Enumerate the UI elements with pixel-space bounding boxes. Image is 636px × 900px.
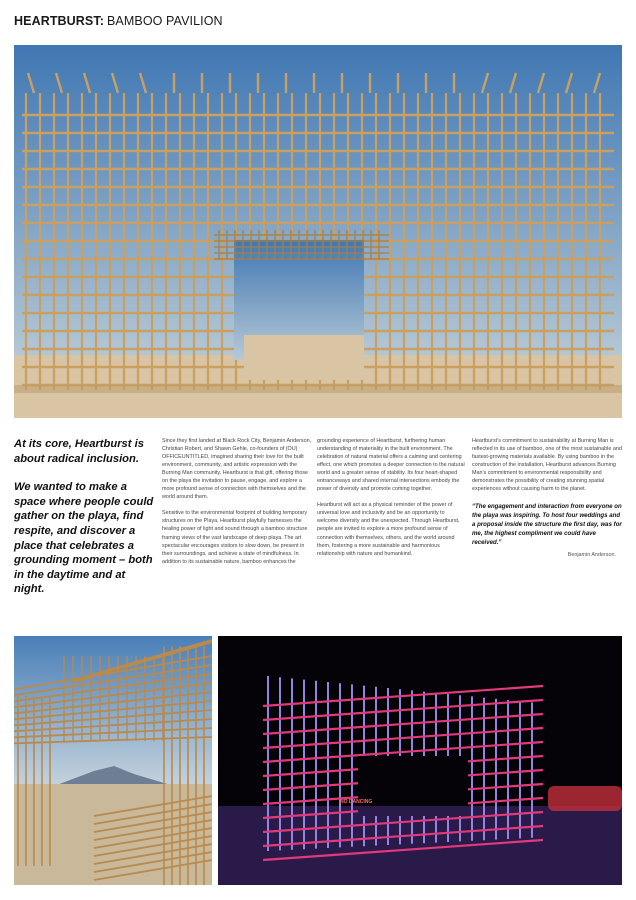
photo-pavilion-night-illuminated	[218, 636, 622, 885]
pull-quote: “The engagement and interaction from everyone on the playa was inspiring. To host four weddings and a proposal inside the structure the first day, was for me, the highest compliment we could have received.”	[472, 503, 622, 546]
page-title	[14, 14, 223, 28]
quote-author: Benjamin Anderson.	[567, 552, 616, 559]
lead-paragraph: We wanted to make a space where people could gather on the playa, find respite, and discover a place that celebrates a grounding moment – both in the daytime and at night.	[14, 481, 154, 596]
photo-pavilion-entrance-daytime	[14, 636, 212, 885]
no-dancing-sign: NO DANCING	[340, 799, 373, 805]
body-column-3	[472, 437, 622, 559]
body-column-1	[162, 437, 312, 574]
title-subtitle: BAMBOO PAVILION	[107, 14, 223, 28]
body-paragraph: Heartburst's commitment to sustainability at Burning Man is reflected in its use of bamboo, one of the most sustainable and fastest-growing materials available. By using bamboo in the construction of the installation, Heartburst advances Burning Man's commitment to environmental responsibility and demonstrates the possibility of creating stunning spatial experiences without causing harm to the planet.	[472, 438, 622, 493]
title-bold: HEARTBURST:	[14, 14, 104, 28]
lead-statement	[14, 437, 154, 611]
body-paragraph: Heartburst will act as a physical reminder of the power of universal love and inclusivity and be an opportunity to welcome diversity and the unexpected. Through Heartburst, people are invited to explore a more profound sense of connection with themselves, others, and the world around them, fostering a more sustainable and harmonious relationship with nature and humankind.	[317, 502, 460, 557]
body-paragraph: Sensitive to the environmental footprint of building temporary structures on the Playa, Heartburst playfully harnesses the healing power of light and sound through a bamboo structure framing views of the vast landscape of deep playa. The art spectacular encourages visitors to slow down, be present in their surroundings, and achieve a state of mindfulness. In addition to its sustainable nature, bamboo enhances the	[162, 510, 308, 565]
body-paragraph: grounding experience of Heartburst, furthering human understanding of materiality in the built environment. The celebration of natural material offers a calming and centering effect, one which promotes a deeper connection to the natural world and a greater sense of stability. Its four heart-shaped entranceways and shared internal intersections embody the power of diversity and promote coming together.	[317, 438, 465, 493]
body-column-2	[317, 437, 467, 566]
lead-paragraph: At its core, Heartburst is about radical inclusion.	[14, 438, 144, 465]
body-paragraph: Since they first landed at Black Rock City, Benjamin Anderson, Christian Robert, and Shawn Gehle, co-founders of (OU) OFFICEUNTITLED, imagined sharing their love for the built environment, community, and artistic expression with the Burning Man community. Heartburst is that gift, offering those on the playa the invitation to pause, engage, and explore a more profound sense of connection with themselves and the world around them.	[162, 438, 312, 501]
hero-photo-bamboo-pavilion-day	[14, 45, 622, 418]
